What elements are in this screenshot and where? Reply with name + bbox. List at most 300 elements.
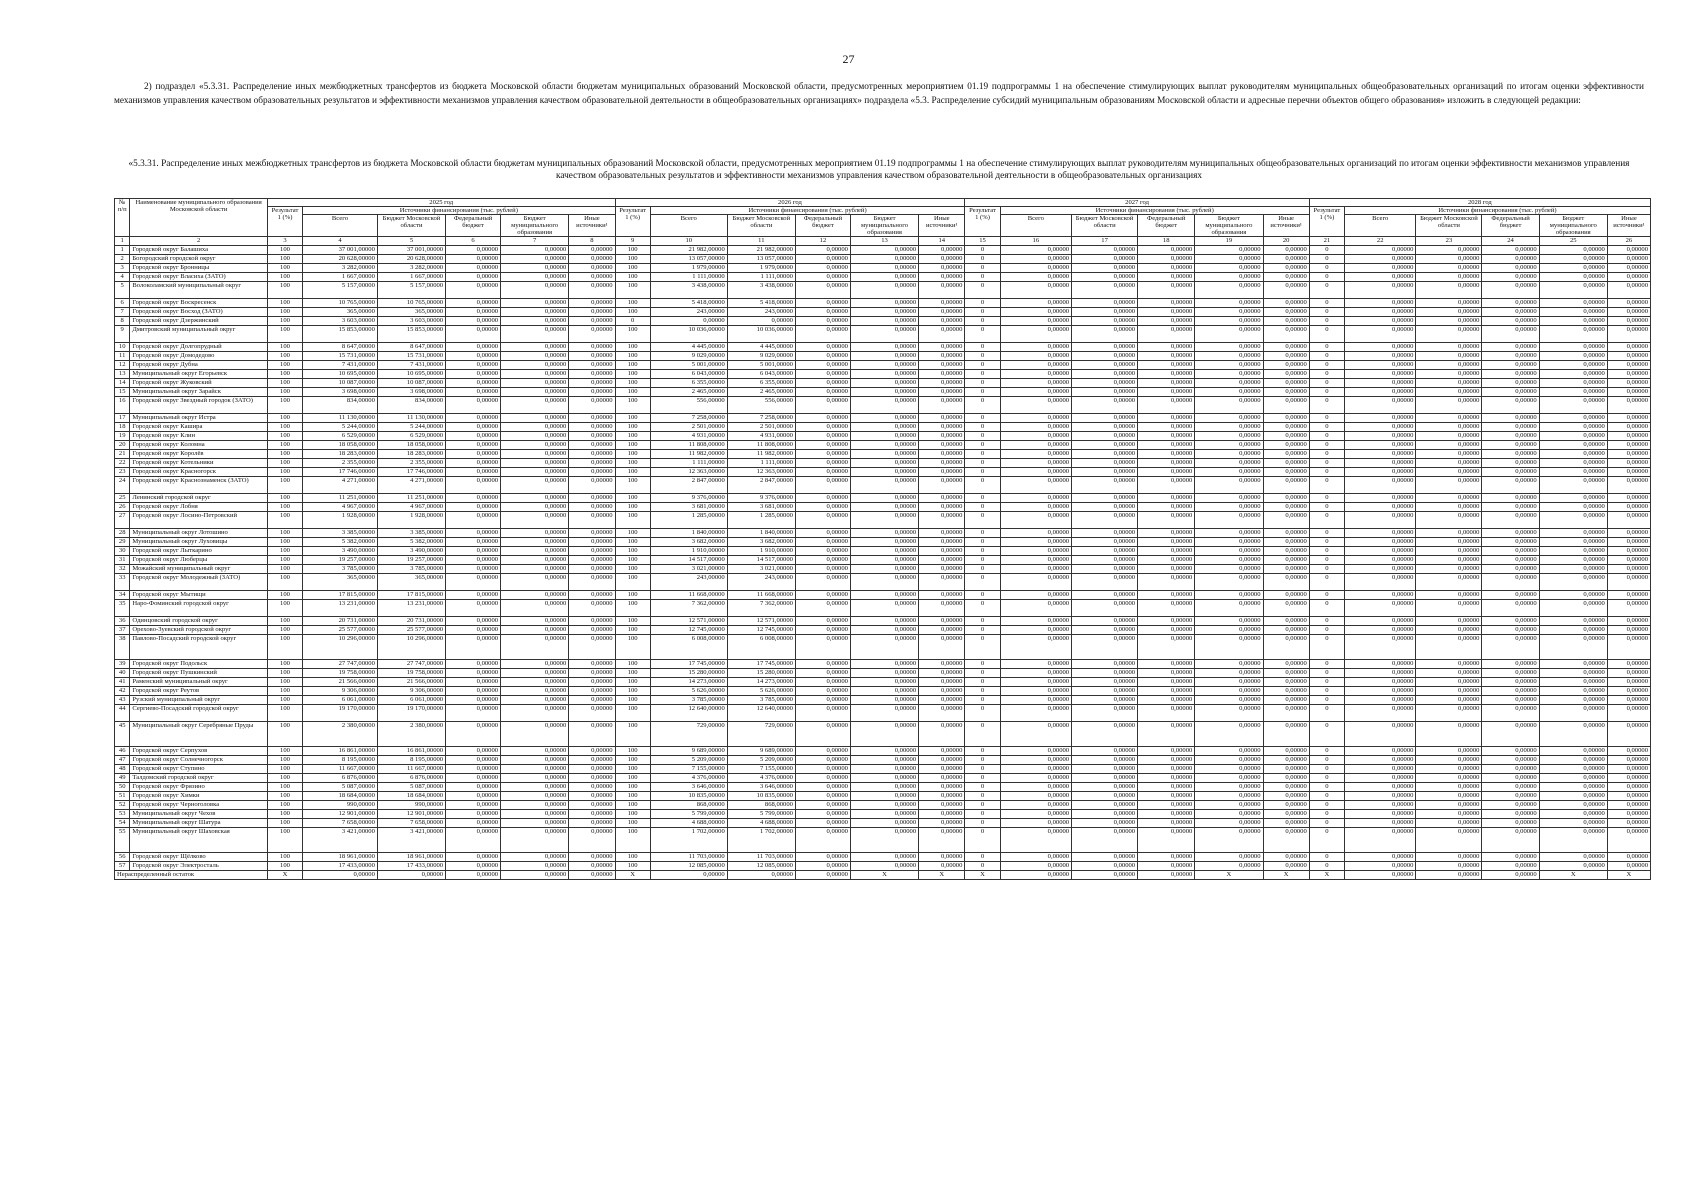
other-2027: 0,00000 xyxy=(1263,379,1309,388)
municipality-name: Сергиево-Посадский городской округ xyxy=(130,705,268,722)
unallocated-value: 0,00000 xyxy=(1000,871,1072,880)
total-2026: 5 799,00000 xyxy=(650,810,727,819)
mun-budget-2026: 0,00000 xyxy=(850,660,918,669)
table-row xyxy=(115,747,1651,756)
fed-budget-2028: 0,00000 xyxy=(1482,468,1539,477)
table-row xyxy=(115,273,1651,282)
total-2027: 0,00000 xyxy=(1000,512,1072,529)
result-2028: 0 xyxy=(1309,660,1344,669)
other-2026: 0,00000 xyxy=(919,450,965,459)
mo-budget-2027: 0,00000 xyxy=(1072,379,1138,388)
mo-budget-2026: 14 273,00000 xyxy=(727,678,795,687)
mun-budget-2025: 0,00000 xyxy=(501,512,569,529)
fed-budget-2025: 0,00000 xyxy=(446,264,501,273)
other-2028: 0,00000 xyxy=(1607,801,1650,810)
mun-budget-2028: 0,00000 xyxy=(1539,774,1607,783)
result-2028: 0 xyxy=(1309,343,1344,352)
row-number: 30 xyxy=(115,547,130,556)
mun-budget-2025: 0,00000 xyxy=(501,503,569,512)
fed-budget-2025: 0,00000 xyxy=(446,370,501,379)
mun-budget-2028: 0,00000 xyxy=(1539,626,1607,635)
mun-budget-2026: 0,00000 xyxy=(850,352,918,361)
mo-budget-2028: 0,00000 xyxy=(1416,503,1482,512)
result-2026: 100 xyxy=(615,626,650,635)
municipality-name: Городской округ Электросталь xyxy=(130,862,268,871)
fed-budget-2026: 0,00000 xyxy=(795,512,850,529)
result-2025: 100 xyxy=(267,660,302,669)
fed-budget-2025: 0,00000 xyxy=(446,423,501,432)
mun-budget-2028: 0,00000 xyxy=(1539,326,1607,343)
other-2027: 0,00000 xyxy=(1263,547,1309,556)
column-number: 16 xyxy=(1000,237,1072,246)
mun-budget-2028: 0,00000 xyxy=(1539,494,1607,503)
total-2025: 15 853,00000 xyxy=(303,326,378,343)
table-header xyxy=(115,199,1651,246)
mun-budget-2027: 0,00000 xyxy=(1195,756,1263,765)
total-2028: 0,00000 xyxy=(1344,565,1416,574)
total-2025: 8 647,00000 xyxy=(303,343,378,352)
mo-budget-2025: 19 257,00000 xyxy=(377,556,445,565)
mun-budget-2025: 0,00000 xyxy=(501,669,569,678)
municipality-name: Можайский муниципальный округ xyxy=(130,565,268,574)
mo-budget-2028: 0,00000 xyxy=(1416,810,1482,819)
other-2025: 0,00000 xyxy=(569,397,615,414)
mo-budget-2026: 9 376,00000 xyxy=(727,494,795,503)
result-2026: 100 xyxy=(615,361,650,370)
header-year-2027: 2027 год xyxy=(965,199,1309,207)
mo-budget-2025: 10 296,00000 xyxy=(377,635,445,660)
fed-budget-2028: 0,00000 xyxy=(1482,678,1539,687)
mo-budget-2026: 5 209,00000 xyxy=(727,756,795,765)
fed-budget-2027: 0,00000 xyxy=(1138,512,1195,529)
total-2027: 0,00000 xyxy=(1000,246,1072,255)
mun-budget-2025: 0,00000 xyxy=(501,370,569,379)
total-2027: 0,00000 xyxy=(1000,388,1072,397)
fed-budget-2028: 0,00000 xyxy=(1482,810,1539,819)
row-number: 16 xyxy=(115,397,130,414)
fed-budget-2027: 0,00000 xyxy=(1138,687,1195,696)
total-2027: 0,00000 xyxy=(1000,423,1072,432)
fed-budget-2025: 0,00000 xyxy=(446,660,501,669)
column-number: 4 xyxy=(303,237,378,246)
other-2027: 0,00000 xyxy=(1263,828,1309,853)
mo-budget-2025: 6 876,00000 xyxy=(377,774,445,783)
municipality-name: Городской округ Щёлково xyxy=(130,853,268,862)
unallocated-value: X xyxy=(850,871,918,880)
fed-budget-2025: 0,00000 xyxy=(446,678,501,687)
row-number: 28 xyxy=(115,529,130,538)
other-2028: 0,00000 xyxy=(1607,617,1650,626)
mo-budget-2028: 0,00000 xyxy=(1416,687,1482,696)
result-2025: 100 xyxy=(267,635,302,660)
total-2027: 0,00000 xyxy=(1000,503,1072,512)
mun-budget-2028: 0,00000 xyxy=(1539,565,1607,574)
other-2025: 0,00000 xyxy=(569,529,615,538)
mo-budget-2027: 0,00000 xyxy=(1072,678,1138,687)
mo-budget-2026: 1 702,00000 xyxy=(727,828,795,853)
table-row xyxy=(115,810,1651,819)
fed-budget-2028: 0,00000 xyxy=(1482,450,1539,459)
fed-budget-2025: 0,00000 xyxy=(446,273,501,282)
result-2026: 100 xyxy=(615,397,650,414)
table-row xyxy=(115,765,1651,774)
other-2027: 0,00000 xyxy=(1263,370,1309,379)
header-mun-budget: Бюджет муниципального образования xyxy=(850,215,918,237)
other-2027: 0,00000 xyxy=(1263,617,1309,626)
mo-budget-2026: 4 376,00000 xyxy=(727,774,795,783)
other-2028: 0,00000 xyxy=(1607,468,1650,477)
mun-budget-2025: 0,00000 xyxy=(501,574,569,591)
result-2027: 0 xyxy=(965,810,1000,819)
total-2025: 2 355,00000 xyxy=(303,459,378,468)
total-2025: 6 061,00000 xyxy=(303,696,378,705)
mo-budget-2027: 0,00000 xyxy=(1072,264,1138,273)
total-2028: 0,00000 xyxy=(1344,255,1416,264)
fed-budget-2025: 0,00000 xyxy=(446,810,501,819)
result-2028: 0 xyxy=(1309,600,1344,617)
total-2026: 11 982,00000 xyxy=(650,450,727,459)
row-number: 42 xyxy=(115,687,130,696)
mun-budget-2028: 0,00000 xyxy=(1539,308,1607,317)
row-number: 41 xyxy=(115,678,130,687)
result-2026: 100 xyxy=(615,308,650,317)
result-2025: 100 xyxy=(267,538,302,547)
table-row xyxy=(115,792,1651,801)
mun-budget-2025: 0,00000 xyxy=(501,388,569,397)
total-2027: 0,00000 xyxy=(1000,660,1072,669)
mun-budget-2026: 0,00000 xyxy=(850,862,918,871)
mun-budget-2027: 0,00000 xyxy=(1195,705,1263,722)
header-total: Всего xyxy=(1000,215,1072,237)
fed-budget-2028: 0,00000 xyxy=(1482,326,1539,343)
total-2028: 0,00000 xyxy=(1344,574,1416,591)
other-2028: 0,00000 xyxy=(1607,441,1650,450)
table-row xyxy=(115,819,1651,828)
mo-budget-2025: 11 130,00000 xyxy=(377,414,445,423)
other-2026: 0,00000 xyxy=(919,352,965,361)
result-2027: 0 xyxy=(965,317,1000,326)
total-2027: 0,00000 xyxy=(1000,801,1072,810)
municipality-name: Городской округ Бронницы xyxy=(130,264,268,273)
table-row xyxy=(115,379,1651,388)
fed-budget-2027: 0,00000 xyxy=(1138,494,1195,503)
other-2025: 0,00000 xyxy=(569,591,615,600)
header-fed-budget: Федеральный бюджет xyxy=(1138,215,1195,237)
fed-budget-2028: 0,00000 xyxy=(1482,828,1539,853)
mo-budget-2026: 868,00000 xyxy=(727,801,795,810)
result-2027: 0 xyxy=(965,308,1000,317)
result-2028: 0 xyxy=(1309,591,1344,600)
other-2026: 0,00000 xyxy=(919,600,965,617)
mo-budget-2028: 0,00000 xyxy=(1416,246,1482,255)
mo-budget-2025: 19 170,00000 xyxy=(377,705,445,722)
fed-budget-2025: 0,00000 xyxy=(446,503,501,512)
row-number: 5 xyxy=(115,282,130,299)
fed-budget-2025: 0,00000 xyxy=(446,591,501,600)
total-2025: 11 130,00000 xyxy=(303,414,378,423)
fed-budget-2027: 0,00000 xyxy=(1138,343,1195,352)
other-2026: 0,00000 xyxy=(919,512,965,529)
mun-budget-2025: 0,00000 xyxy=(501,414,569,423)
fed-budget-2026: 0,00000 xyxy=(795,747,850,756)
total-2028: 0,00000 xyxy=(1344,765,1416,774)
fed-budget-2027: 0,00000 xyxy=(1138,397,1195,414)
mun-budget-2025: 0,00000 xyxy=(501,255,569,264)
mun-budget-2027: 0,00000 xyxy=(1195,273,1263,282)
fed-budget-2025: 0,00000 xyxy=(446,626,501,635)
municipality-name: Муниципальный округ Лотошино xyxy=(130,529,268,538)
mo-budget-2028: 0,00000 xyxy=(1416,722,1482,747)
other-2026: 0,00000 xyxy=(919,370,965,379)
other-2025: 0,00000 xyxy=(569,388,615,397)
total-2026: 0,00000 xyxy=(650,317,727,326)
mun-budget-2025: 0,00000 xyxy=(501,432,569,441)
fed-budget-2028: 0,00000 xyxy=(1482,343,1539,352)
mo-budget-2025: 2 380,00000 xyxy=(377,722,445,747)
table-row xyxy=(115,494,1651,503)
row-number: 40 xyxy=(115,669,130,678)
fed-budget-2026: 0,00000 xyxy=(795,308,850,317)
other-2027: 0,00000 xyxy=(1263,326,1309,343)
total-2026: 6 355,00000 xyxy=(650,379,727,388)
fed-budget-2026: 0,00000 xyxy=(795,547,850,556)
header-num: № п/п xyxy=(115,199,130,237)
total-2026: 4 445,00000 xyxy=(650,343,727,352)
total-2028: 0,00000 xyxy=(1344,441,1416,450)
mo-budget-2026: 10 036,00000 xyxy=(727,326,795,343)
other-2028: 0,00000 xyxy=(1607,459,1650,468)
total-2027: 0,00000 xyxy=(1000,853,1072,862)
mo-budget-2026: 12 745,00000 xyxy=(727,626,795,635)
total-2027: 0,00000 xyxy=(1000,765,1072,774)
result-2027: 0 xyxy=(965,352,1000,361)
other-2027: 0,00000 xyxy=(1263,264,1309,273)
mo-budget-2026: 3 682,00000 xyxy=(727,538,795,547)
mo-budget-2027: 0,00000 xyxy=(1072,600,1138,617)
mun-budget-2025: 0,00000 xyxy=(501,810,569,819)
mun-budget-2028: 0,00000 xyxy=(1539,801,1607,810)
other-2026: 0,00000 xyxy=(919,308,965,317)
unallocated-value: X xyxy=(919,871,965,880)
fed-budget-2027: 0,00000 xyxy=(1138,801,1195,810)
mo-budget-2028: 0,00000 xyxy=(1416,450,1482,459)
municipality-name: Муниципальный округ Шаховская xyxy=(130,828,268,853)
total-2026: 3 681,00000 xyxy=(650,503,727,512)
fed-budget-2026: 0,00000 xyxy=(795,468,850,477)
other-2025: 0,00000 xyxy=(569,246,615,255)
total-2028: 0,00000 xyxy=(1344,538,1416,547)
mun-budget-2027: 0,00000 xyxy=(1195,255,1263,264)
mun-budget-2028: 0,00000 xyxy=(1539,635,1607,660)
result-2025: 100 xyxy=(267,810,302,819)
result-2026: 0 xyxy=(615,317,650,326)
total-2025: 8 195,00000 xyxy=(303,756,378,765)
result-2028: 0 xyxy=(1309,687,1344,696)
mo-budget-2026: 12 085,00000 xyxy=(727,862,795,871)
mo-budget-2027: 0,00000 xyxy=(1072,326,1138,343)
mun-budget-2026: 0,00000 xyxy=(850,450,918,459)
other-2026: 0,00000 xyxy=(919,635,965,660)
mun-budget-2026: 0,00000 xyxy=(850,722,918,747)
result-2028: 0 xyxy=(1309,538,1344,547)
result-2028: 0 xyxy=(1309,468,1344,477)
fed-budget-2025: 0,00000 xyxy=(446,617,501,626)
fed-budget-2026: 0,00000 xyxy=(795,450,850,459)
result-2028: 0 xyxy=(1309,264,1344,273)
other-2026: 0,00000 xyxy=(919,574,965,591)
table-row xyxy=(115,774,1651,783)
total-2026: 4 931,00000 xyxy=(650,432,727,441)
mun-budget-2028: 0,00000 xyxy=(1539,556,1607,565)
other-2025: 0,00000 xyxy=(569,765,615,774)
municipality-name: Городской округ Люберцы xyxy=(130,556,268,565)
result-2025: 100 xyxy=(267,617,302,626)
other-2026: 0,00000 xyxy=(919,556,965,565)
table-row xyxy=(115,705,1651,722)
other-2027: 0,00000 xyxy=(1263,591,1309,600)
total-2028: 0,00000 xyxy=(1344,370,1416,379)
total-2028: 0,00000 xyxy=(1344,282,1416,299)
mun-budget-2028: 0,00000 xyxy=(1539,397,1607,414)
mun-budget-2026: 0,00000 xyxy=(850,696,918,705)
total-2028: 0,00000 xyxy=(1344,801,1416,810)
municipality-name: Городской округ Звездный городок (ЗАТО) xyxy=(130,397,268,414)
total-2025: 17 746,00000 xyxy=(303,468,378,477)
other-2028: 0,00000 xyxy=(1607,783,1650,792)
total-2025: 2 380,00000 xyxy=(303,722,378,747)
result-2026: 100 xyxy=(615,828,650,853)
total-2028: 0,00000 xyxy=(1344,792,1416,801)
mo-budget-2026: 1 979,00000 xyxy=(727,264,795,273)
total-2025: 9 306,00000 xyxy=(303,687,378,696)
result-2027: 0 xyxy=(965,547,1000,556)
total-2027: 0,00000 xyxy=(1000,273,1072,282)
mun-budget-2028: 0,00000 xyxy=(1539,687,1607,696)
mun-budget-2026: 0,00000 xyxy=(850,626,918,635)
result-2028: 0 xyxy=(1309,556,1344,565)
other-2028: 0,00000 xyxy=(1607,556,1650,565)
municipality-name: Муниципальный округ Истра xyxy=(130,414,268,423)
municipality-name: Муниципальный округ Луховицы xyxy=(130,538,268,547)
other-2028: 0,00000 xyxy=(1607,828,1650,853)
total-2028: 0,00000 xyxy=(1344,687,1416,696)
total-2027: 0,00000 xyxy=(1000,635,1072,660)
mun-budget-2027: 0,00000 xyxy=(1195,687,1263,696)
other-2025: 0,00000 xyxy=(569,635,615,660)
result-2026: 100 xyxy=(615,696,650,705)
column-number: 19 xyxy=(1195,237,1263,246)
municipality-name: Городской округ Мытищи xyxy=(130,591,268,600)
fed-budget-2025: 0,00000 xyxy=(446,600,501,617)
fed-budget-2026: 0,00000 xyxy=(795,565,850,574)
total-2027: 0,00000 xyxy=(1000,591,1072,600)
mun-budget-2027: 0,00000 xyxy=(1195,696,1263,705)
fed-budget-2028: 0,00000 xyxy=(1482,687,1539,696)
mun-budget-2026: 0,00000 xyxy=(850,397,918,414)
fed-budget-2028: 0,00000 xyxy=(1482,317,1539,326)
result-2025: 100 xyxy=(267,747,302,756)
fed-budget-2026: 0,00000 xyxy=(795,756,850,765)
total-2026: 14 273,00000 xyxy=(650,678,727,687)
header-other-sources: Иные источники¹ xyxy=(1263,215,1309,237)
header-year-2025: 2025 год xyxy=(267,199,615,207)
total-2028: 0,00000 xyxy=(1344,626,1416,635)
mo-budget-2026: 6 043,00000 xyxy=(727,370,795,379)
other-2026: 0,00000 xyxy=(919,432,965,441)
unallocated-value: X xyxy=(1309,871,1344,880)
mo-budget-2026: 6 008,00000 xyxy=(727,635,795,660)
total-2026: 15 280,00000 xyxy=(650,669,727,678)
header-result: Результат 1 (%) xyxy=(267,207,302,237)
mo-budget-2026: 17 745,00000 xyxy=(727,660,795,669)
mun-budget-2027: 0,00000 xyxy=(1195,326,1263,343)
other-2027: 0,00000 xyxy=(1263,819,1309,828)
other-2027: 0,00000 xyxy=(1263,765,1309,774)
mun-budget-2025: 0,00000 xyxy=(501,317,569,326)
mo-budget-2028: 0,00000 xyxy=(1416,529,1482,538)
total-2028: 0,00000 xyxy=(1344,853,1416,862)
total-2027: 0,00000 xyxy=(1000,370,1072,379)
mo-budget-2028: 0,00000 xyxy=(1416,494,1482,503)
mo-budget-2027: 0,00000 xyxy=(1072,635,1138,660)
mo-budget-2028: 0,00000 xyxy=(1416,783,1482,792)
other-2027: 0,00000 xyxy=(1263,635,1309,660)
mun-budget-2027: 0,00000 xyxy=(1195,626,1263,635)
fed-budget-2027: 0,00000 xyxy=(1138,678,1195,687)
fed-budget-2028: 0,00000 xyxy=(1482,756,1539,765)
other-2026: 0,00000 xyxy=(919,705,965,722)
mo-budget-2025: 3 698,00000 xyxy=(377,388,445,397)
total-2027: 0,00000 xyxy=(1000,282,1072,299)
row-number: 25 xyxy=(115,494,130,503)
result-2027: 0 xyxy=(965,591,1000,600)
mo-budget-2027: 0,00000 xyxy=(1072,696,1138,705)
other-2028: 0,00000 xyxy=(1607,450,1650,459)
total-2027: 0,00000 xyxy=(1000,574,1072,591)
mo-budget-2028: 0,00000 xyxy=(1416,792,1482,801)
mo-budget-2027: 0,00000 xyxy=(1072,828,1138,853)
other-2027: 0,00000 xyxy=(1263,801,1309,810)
fed-budget-2025: 0,00000 xyxy=(446,529,501,538)
other-2027: 0,00000 xyxy=(1263,388,1309,397)
total-2028: 0,00000 xyxy=(1344,264,1416,273)
fed-budget-2025: 0,00000 xyxy=(446,326,501,343)
mun-budget-2027: 0,00000 xyxy=(1195,660,1263,669)
result-2027: 0 xyxy=(965,459,1000,468)
total-2028: 0,00000 xyxy=(1344,862,1416,871)
fed-budget-2027: 0,00000 xyxy=(1138,565,1195,574)
fed-budget-2027: 0,00000 xyxy=(1138,503,1195,512)
total-2028: 0,00000 xyxy=(1344,783,1416,792)
other-2025: 0,00000 xyxy=(569,853,615,862)
other-2027: 0,00000 xyxy=(1263,853,1309,862)
mo-budget-2025: 21 566,00000 xyxy=(377,678,445,687)
row-number: 15 xyxy=(115,388,130,397)
table-row xyxy=(115,468,1651,477)
header-mo-budget: Бюджет Московской области xyxy=(1072,215,1138,237)
mo-budget-2028: 0,00000 xyxy=(1416,343,1482,352)
result-2026: 100 xyxy=(615,722,650,747)
fed-budget-2025: 0,00000 xyxy=(446,765,501,774)
result-2028: 0 xyxy=(1309,783,1344,792)
fed-budget-2027: 0,00000 xyxy=(1138,246,1195,255)
mo-budget-2025: 17 815,00000 xyxy=(377,591,445,600)
fed-budget-2027: 0,00000 xyxy=(1138,783,1195,792)
mun-budget-2027: 0,00000 xyxy=(1195,565,1263,574)
mun-budget-2025: 0,00000 xyxy=(501,529,569,538)
mun-budget-2025: 0,00000 xyxy=(501,282,569,299)
mun-budget-2028: 0,00000 xyxy=(1539,273,1607,282)
